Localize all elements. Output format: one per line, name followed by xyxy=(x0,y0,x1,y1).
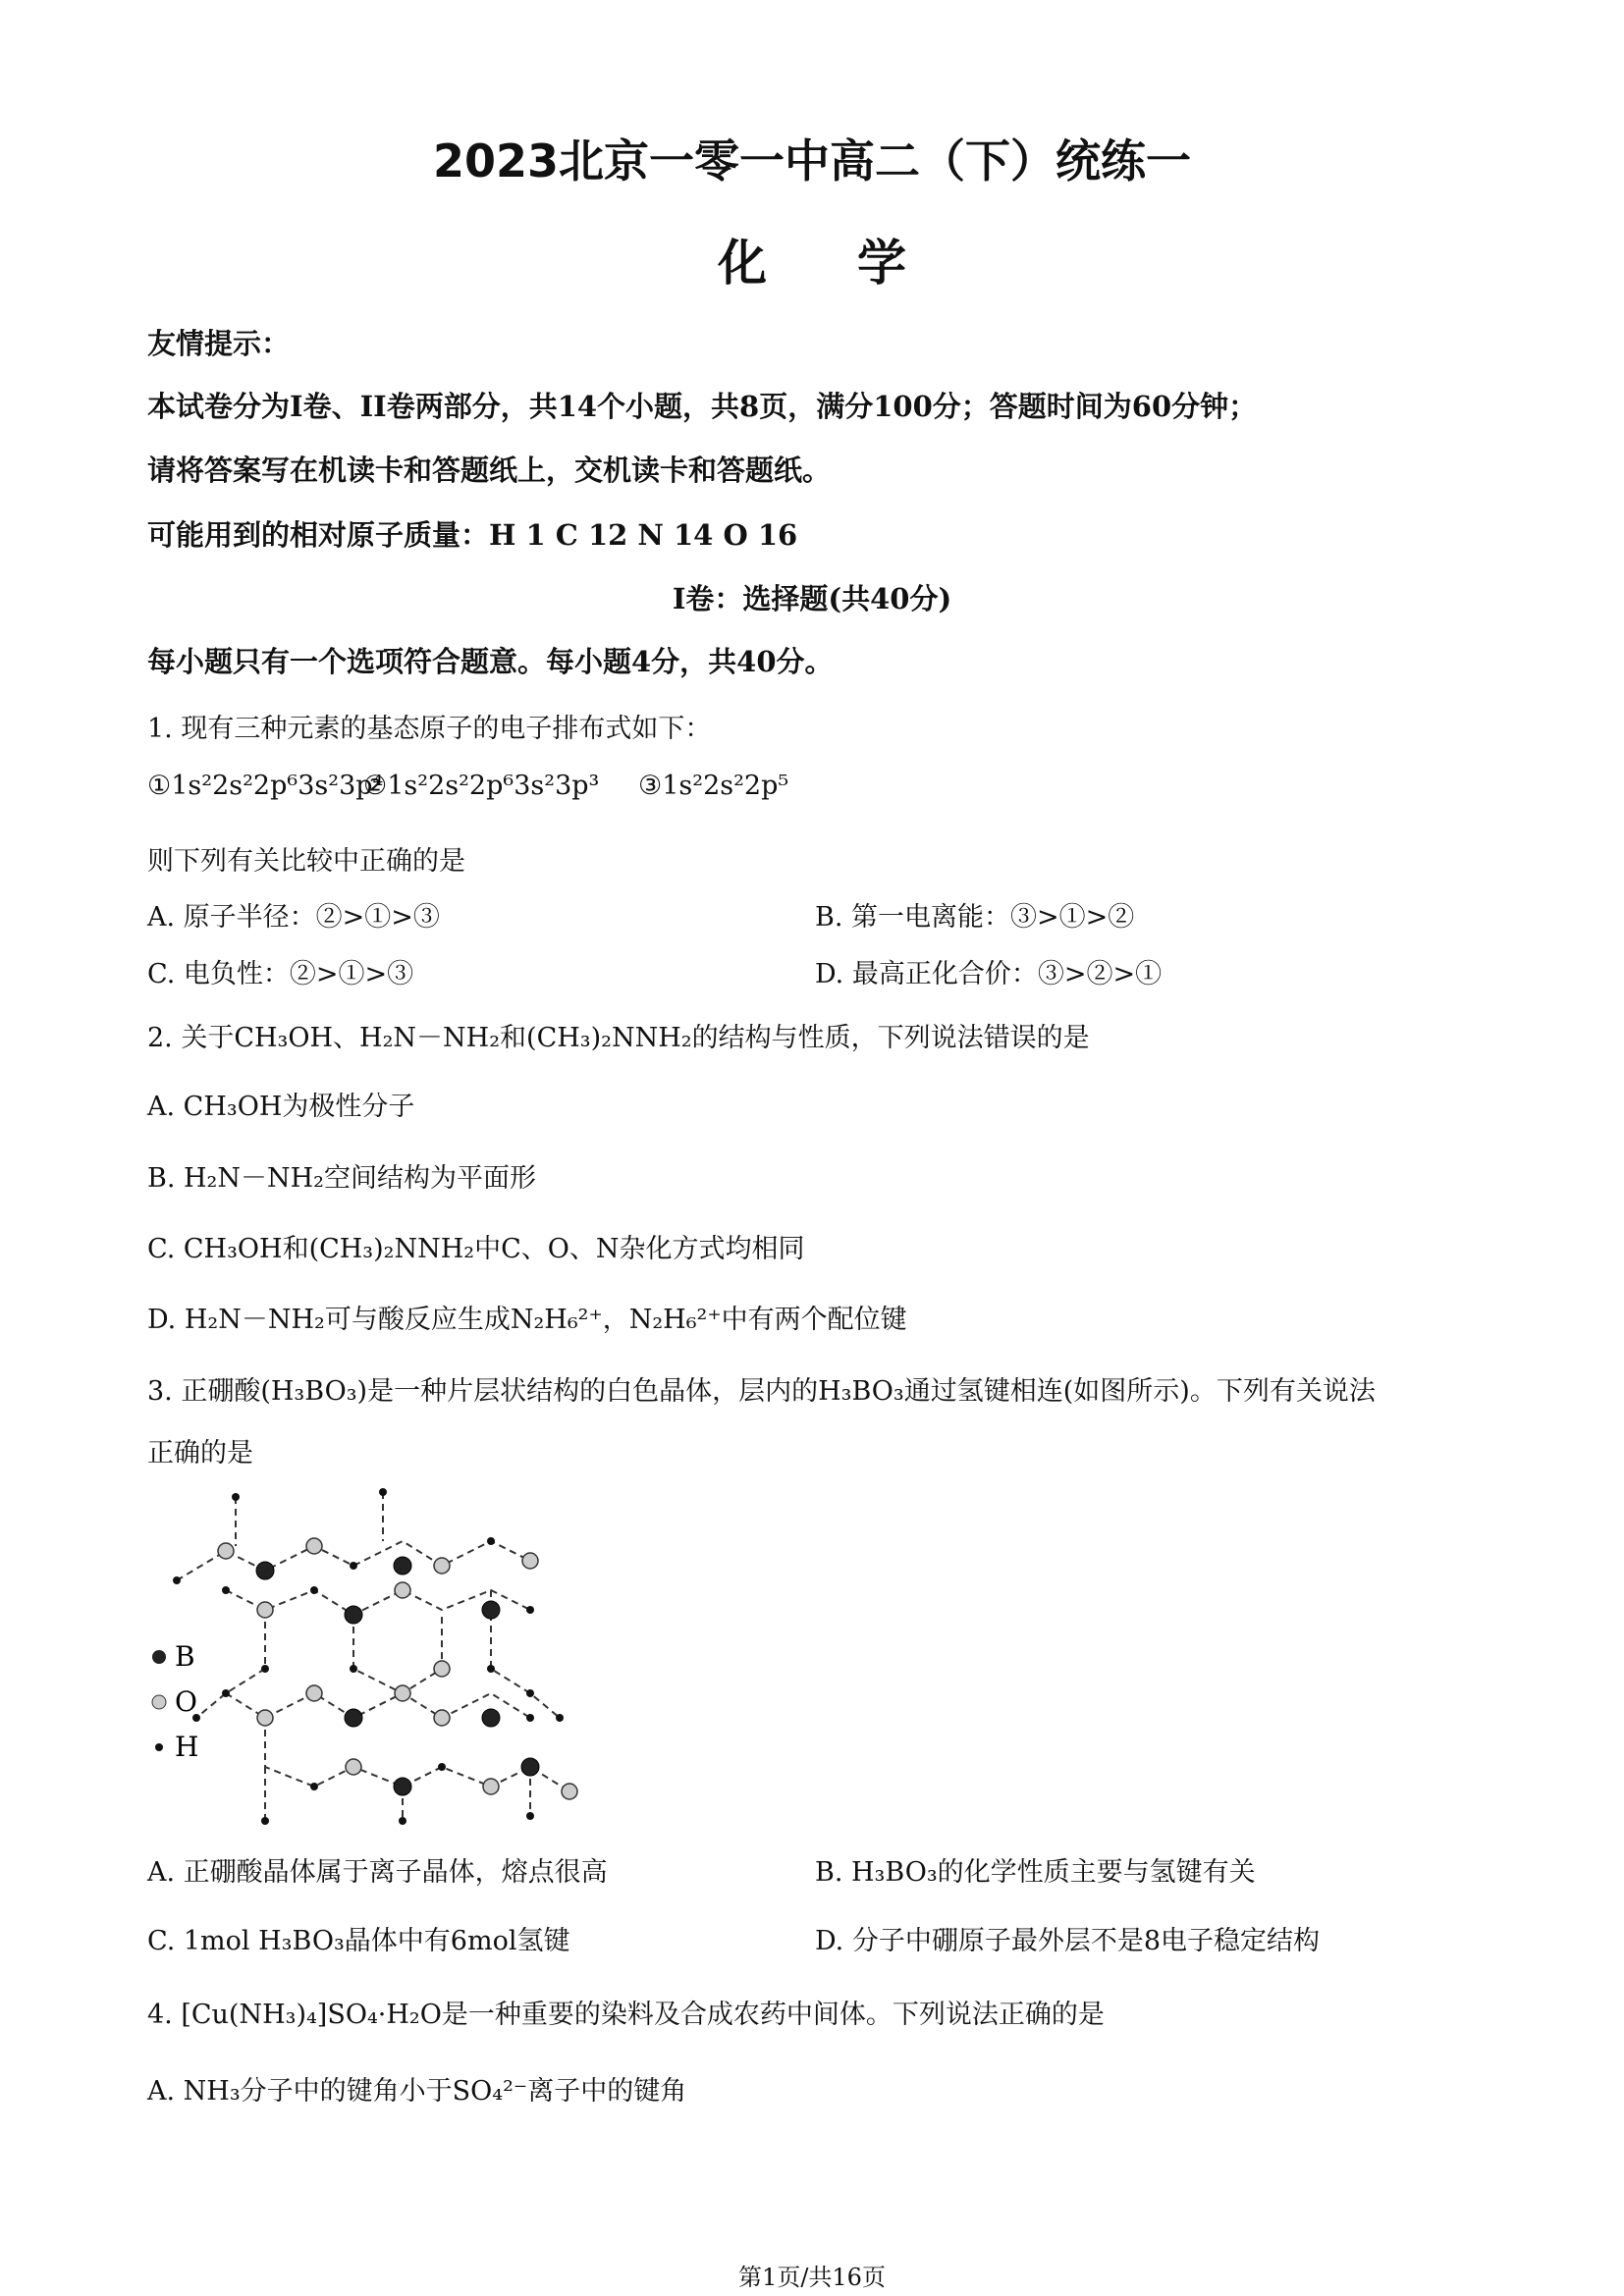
q3-option-c: C. 1mol H₃BO₃晶体中有6mol氢键 xyxy=(147,1926,570,1956)
q4-option-a: A. NH₃分子中的键角小于SO₄²⁻离子中的键角 xyxy=(147,2076,687,2107)
q3-stem-line-2: 正确的是 xyxy=(147,1438,253,1468)
subject-title: 化学 xyxy=(718,235,997,292)
q2-stem: 2. 关于CH₃OH、H₂N－NH₂和(CH₃)₂NNH₂的结构与性质，下列说法错误的是 xyxy=(147,1023,1090,1053)
atomic-masses: 可能用到的相对原子质量：H 1 C 12 N 14 O 16 xyxy=(147,518,798,552)
legend-h-label: H xyxy=(175,1731,199,1763)
q3-option-a: A. 正硼酸晶体属于离子晶体，熔点很高 xyxy=(147,1857,608,1888)
q1-option-b: B. 第一电离能：③>①>② xyxy=(815,902,1135,933)
legend-b-marker xyxy=(152,1650,166,1664)
q2-option-a: A. CH₃OH为极性分子 xyxy=(147,1092,415,1122)
legend-b-label: B xyxy=(175,1640,195,1673)
section-1-instruction: 每小题只有一个选项符合题意。每小题4分，共40分。 xyxy=(147,645,834,678)
q2-option-d: D. H₂N－NH₂可与酸反应生成N₂H₆²⁺，N₂H₆²⁺中有两个配位键 xyxy=(147,1305,907,1335)
hydrogen-bond-network xyxy=(177,1492,569,1821)
oxygen-atoms xyxy=(218,1538,577,1799)
q2-option-b: B. H₂N－NH₂空间结构为平面形 xyxy=(147,1163,536,1194)
legend-o-label: O xyxy=(175,1685,197,1718)
tips-line-2: 请将答案写在机读卡和答题纸上，交机读卡和答题纸。 xyxy=(147,454,832,487)
section-1-title: I卷：选择题(共40分) xyxy=(672,582,952,615)
q1-option-a: A. 原子半径：②>①>③ xyxy=(147,902,440,933)
q3-stem-line-1: 3. 正硼酸(H₃BO₃)是一种片层状结构的白色晶体，层内的H₃BO₃通过氢键相连(如图所示)。下列有关说法 xyxy=(147,1376,1376,1407)
q2-option-c: C. CH₃OH和(CH₃)₂NNH₂中C、O、N杂化方式均相同 xyxy=(147,1234,805,1264)
q1-stem: 1. 现有三种元素的基态原子的电子排布式如下： xyxy=(147,714,712,744)
q1-option-d: D. 最高正化合价：③>②>① xyxy=(815,959,1163,989)
q1-option-c: C. 电负性：②>①>③ xyxy=(147,959,414,989)
diagram-legend xyxy=(152,1640,198,1763)
q1-prompt: 则下列有关比较中正确的是 xyxy=(147,846,465,877)
page-footer: 第1页/共16页 xyxy=(738,2264,886,2291)
q1-config-1: ①1s²2s²2p⁶3s²3p⁴ xyxy=(147,771,384,801)
q3-option-d: D. 分子中硼原子最外层不是8电子稳定结构 xyxy=(815,1926,1321,1956)
exam-title: 2023北京一零一中高二（下）统练一 xyxy=(432,134,1192,187)
q4-stem: 4. [Cu(NH₃)₄]SO₄·H₂O是一种重要的染料及合成农药中间体。下列说法正确的是 xyxy=(147,2000,1105,2030)
tips-line-1: 本试卷分为I卷、II卷两部分，共14个小题，共8页，满分100分；答题时间为60分钟； xyxy=(147,390,1258,423)
hydrogen-atoms xyxy=(173,1488,564,1825)
legend-h-marker xyxy=(155,1743,163,1751)
q3-option-b: B. H₃BO₃的化学性质主要与氢键有关 xyxy=(815,1857,1256,1888)
boric-acid-structure-diagram xyxy=(147,1472,658,1826)
q1-config-3: ③1s²2s²2p⁵ xyxy=(638,771,789,801)
tips-heading: 友情提示： xyxy=(147,327,291,360)
legend-o-marker xyxy=(152,1695,166,1709)
q1-config-2: ②1s²2s²2p⁶3s²3p³ xyxy=(363,771,600,801)
